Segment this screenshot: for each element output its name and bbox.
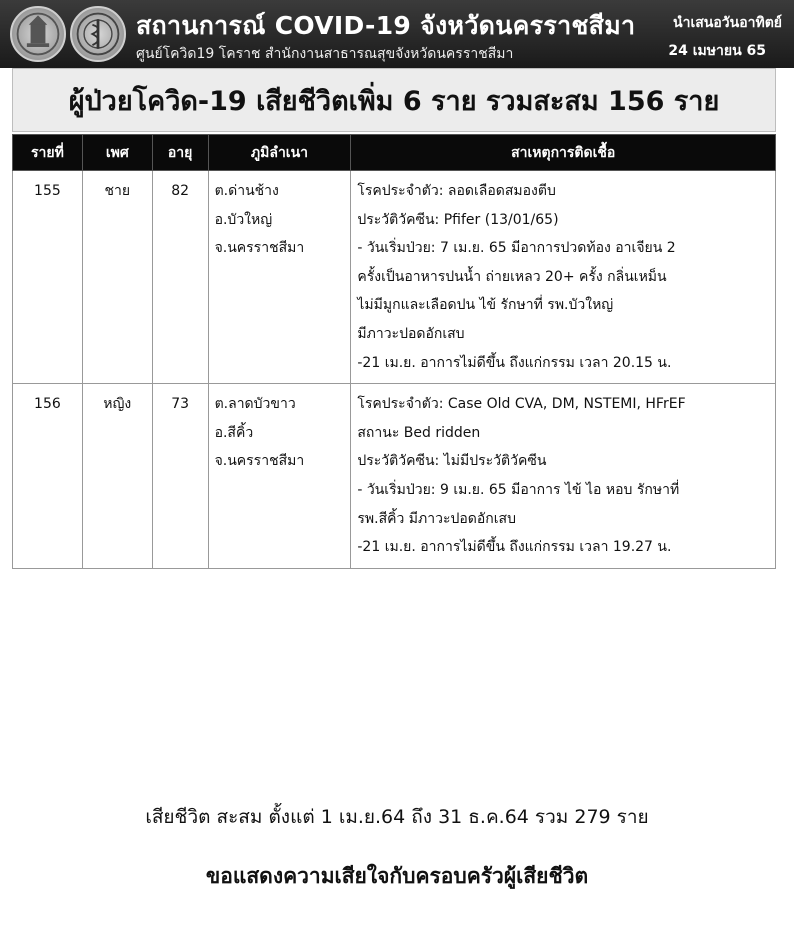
cause-line: -21 เม.ย. อาการไม่ดีขึ้น ถึงแก่กรรม เวลา 20.15 น. [357, 354, 672, 371]
table-row [13, 384, 776, 569]
cause-line: รพ.สีคิ้ว มีภาวะปอดอักเสบ [357, 510, 516, 527]
cause-line: มีภาวะปอดอักเสบ [357, 325, 465, 342]
sex-cell: ชาย [82, 171, 152, 384]
case-no-cell: 156 [13, 384, 83, 569]
domicile-cell [208, 171, 351, 384]
table-header-row [13, 135, 776, 171]
page-header [0, 0, 794, 68]
presented-date: 24 เมษายน 65 [668, 43, 766, 59]
cause-line: ประวัติวัคซีน: ไม่มีประวัติวัคซีน [357, 453, 547, 470]
cause-line: -21 เม.ย. อาการไม่ดีขึ้น ถึงแก่กรรม เวลา 19.27 น. [357, 539, 672, 556]
cumulative-deaths-text: เสียชีวิต สะสม ตั้งแต่ 1 เม.ย.64 ถึง 31 ธ.ค.64 รวม 279 ราย [145, 806, 649, 828]
condolence-text: ขอแสดงความเสียใจกับครอบครัวผู้เสียชีวิต [205, 864, 589, 888]
header-cause: สาเหตุการติดเชื้อ [351, 135, 776, 171]
deaths-table [12, 134, 776, 569]
header-domicile: ภูมิลำเนา [208, 135, 351, 171]
domicile-line: ต.ลาดบัวขาว [214, 396, 296, 413]
cause-line: - วันเริ่มป่วย: 9 เม.ย. 65 มีอาการ ไข้ ไอ หอบ รักษาที่ [357, 481, 680, 498]
case-no-cell: 155 [13, 171, 83, 384]
presented-day: นำเสนอวันอาทิตย์ [673, 15, 782, 31]
header-age: อายุ [152, 135, 208, 171]
page-title: สถานการณ์ COVID-19 จังหวัดนครราชสีมา [136, 11, 636, 40]
public-health-seal-icon [70, 6, 126, 62]
domicile-line: อ.สีคิ้ว [214, 424, 254, 441]
cause-line: ไม่มีมูกและเลือดปน ไข้ รักษาที่ รพ.บัวใหญ่ [357, 297, 614, 314]
cause-line: โรคประจำตัว: ลอดเลือดสมองตีบ [357, 183, 556, 199]
domicile-line: ต.ด่านช้าง [214, 183, 279, 199]
age-cell: 82 [152, 171, 208, 384]
page-subtitle: ศูนย์โควิด19 โคราช สำนักงานสาธารณสุขจังหวัดนครราชสีมา [136, 46, 514, 62]
deaths-banner: ผู้ป่วยโควิด-19 เสียชีวิตเพิ่ม 6 ราย รวมสะสม 156 ราย [12, 68, 776, 132]
domicile-line: จ.นครราชสีมา [214, 453, 305, 470]
cause-line: - วันเริ่มป่วย: 7 เม.ย. 65 มีอาการปวดท้อง อาเจียน 2 [357, 240, 676, 257]
cause-cell [351, 384, 776, 569]
table-row [13, 171, 776, 384]
age-cell: 73 [152, 384, 208, 569]
header-case-no: รายที่ [13, 135, 83, 171]
domicile-line: จ.นครราชสีมา [214, 240, 305, 257]
domicile-cell [208, 384, 351, 569]
sex-cell: หญิง [82, 384, 152, 569]
ministry-seal-icon [10, 6, 66, 62]
domicile-line: อ.บัวใหญ่ [214, 211, 273, 228]
header-sex: เพศ [82, 135, 152, 171]
cause-cell [351, 171, 776, 384]
cause-line: สถานะ Bed ridden [357, 424, 481, 441]
cause-line: โรคประจำตัว: Case Old CVA, DM, NSTEMI, HFrEF [357, 396, 686, 413]
cause-line: ครั้งเป็นอาหารปนน้ำ ถ่ายเหลว 20+ ครั้ง กลิ่นเหม็น [357, 268, 667, 285]
cause-line: ประวัติวัคซีน: Pfifer (13/01/65) [357, 211, 559, 228]
